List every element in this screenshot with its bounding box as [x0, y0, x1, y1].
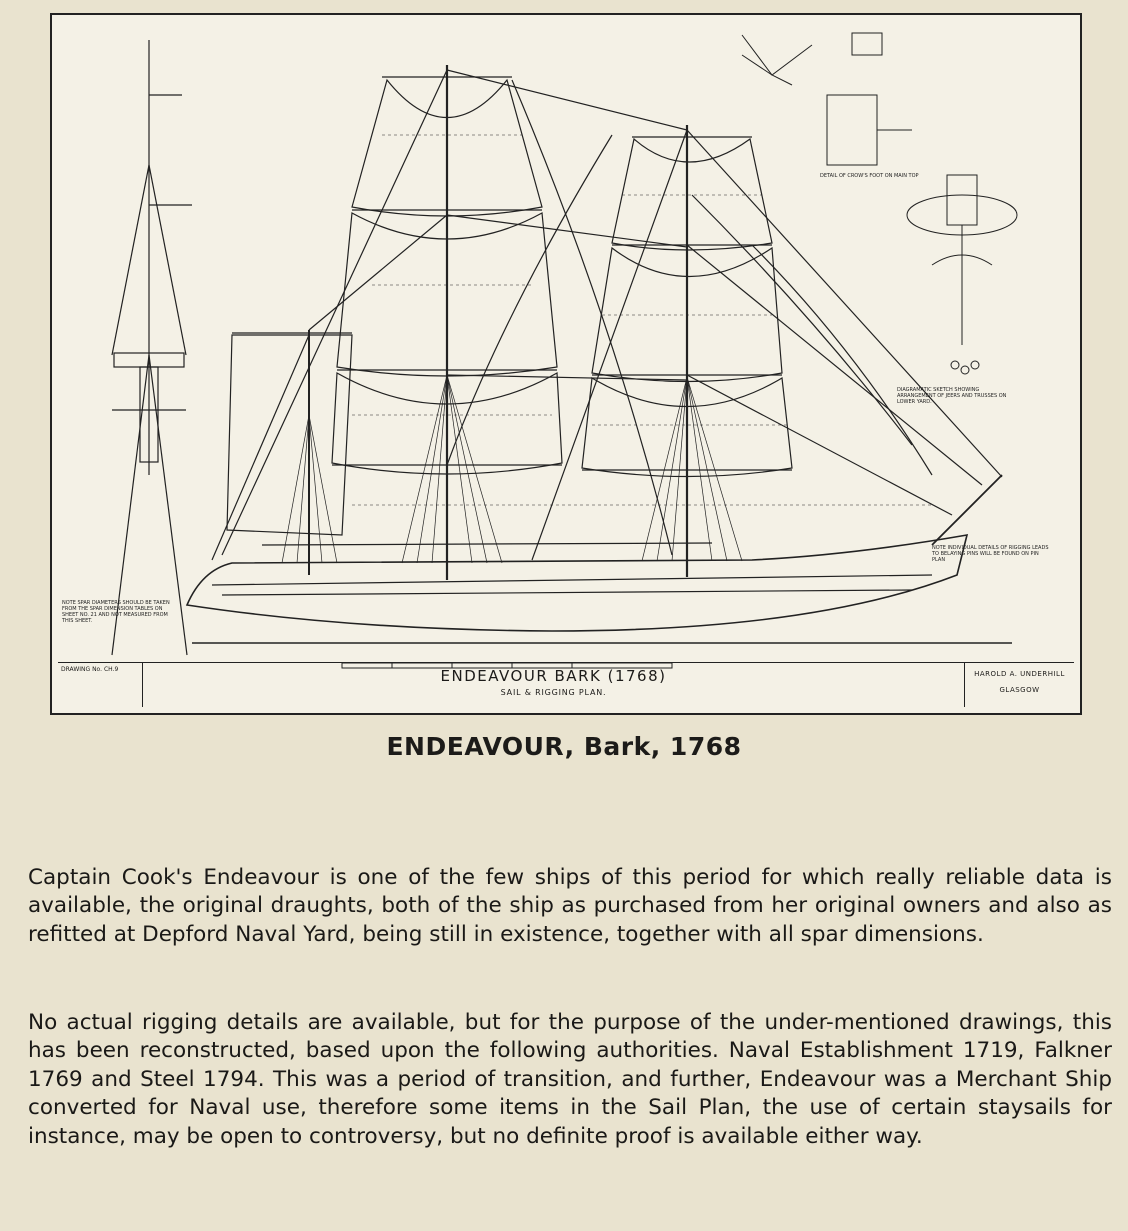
- author-city: GLASGOW: [999, 686, 1040, 694]
- drawing-number-box: [58, 663, 143, 707]
- ship-rigging-illustration: [52, 15, 1080, 713]
- article-heading: ENDEAVOUR, Bark, 1768: [386, 732, 742, 761]
- jeers-diagram-label: DIAGRAMATIC SKETCH SHOWING ARRANGEMENT OF JEERS AND TRUSSES ON LOWER YARD.: [897, 387, 1007, 405]
- author-box: [964, 663, 1074, 707]
- plan-title: ENDEAVOUR BARK (1768): [440, 667, 667, 685]
- crows-foot-detail-label: DETAIL OF CROW'S FOOT ON MAIN TOP: [820, 173, 919, 179]
- plan-title-center: [148, 663, 959, 707]
- spar-diameters-note: NOTE SPAR DIAMETERS SHOULD BE TAKEN FROM THE SPAR DIMENSION TABLES ON SHEET NO. 21 AND NOT MEASURED FROM THIS SHEET.: [62, 600, 170, 624]
- plan-title-block: [58, 662, 1074, 707]
- paragraph-rigging: No actual rigging details are available, but for the purpose of the under-mentioned drawings, this has been reconstructed, based upon the following authorities. Naval Establishment 1719, Falkner 1769 and Steel 1794. This was a period of transition, and further, Endeavour was a Merchant Ship converted for Naval use, therefore some items in the Sail Plan, the use of certain staysails for instance, may be open to controversy, but no definite proof is available either way.: [28, 1009, 1112, 1149]
- rigging-leads-note: NOTE INDIVIDUAL DETAILS OF RIGGING LEADS TO BELAYING PINS WILL BE FOUND ON PIN PLAN: [932, 545, 1049, 563]
- author-name: HAROLD A. UNDERHILL: [974, 670, 1065, 678]
- plan-subtitle: SAIL & RIGGING PLAN.: [500, 688, 607, 697]
- drawing-number: DRAWING No. CH.9: [61, 666, 119, 673]
- paragraph-intro: Captain Cook's Endeavour is one of the few ships of this period for which really reliable data is available, the original draughts, both of the ship as purchased from her original owners and also as refitted at Depford Naval Yard, being still in existence, together with all spar dimensions.: [28, 864, 1112, 947]
- sail-rigging-plan-drawing: [50, 13, 1082, 715]
